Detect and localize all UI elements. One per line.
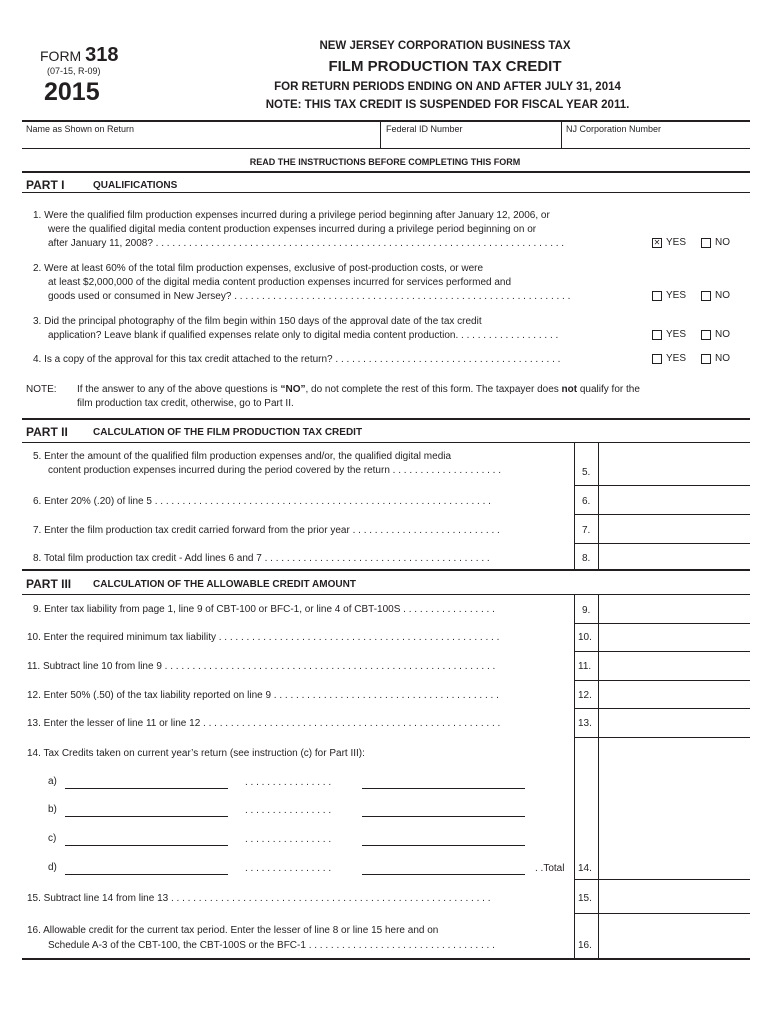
- q2-yes-option[interactable]: [652, 290, 686, 301]
- credit-c-name[interactable]: [65, 845, 228, 846]
- agency-title: NEW JERSEY CORPORATION BUSINESS TAX: [319, 40, 571, 52]
- line-16-text: Schedule A-3 of the CBT-100, the CBT-100S or the BFC-1 . . . . . . . . . . . . . . . . . . . . . . . . . . . . . . . . . .: [48, 940, 495, 951]
- suspended-note: NOTE: THIS TAX CREDIT IS SUSPENDED FOR FISCAL YEAR 2011.: [265, 99, 630, 111]
- credit-d-amount[interactable]: [362, 874, 525, 875]
- divider: [574, 442, 575, 569]
- federal-id-label: Federal ID Number: [386, 124, 463, 134]
- line-13-text: 13. Enter the lesser of line 11 or line 12 . . . . . . . . . . . . . . . . . . . . . . . . . . . . . . . . . . . . . . . . . . . . . . . . . . . . . .: [27, 718, 501, 729]
- q4-yes-checkbox[interactable]: [652, 354, 662, 364]
- note-text: [77, 383, 640, 397]
- note-part: If the answer to any of the above questions is: [77, 384, 281, 395]
- question-4-text: 4. Is a copy of the approval for this tax credit attached to the return? . . . . . . . . . . . . . . . . . . . . . . . . . . . . . . . . . . . . . . . . .: [33, 354, 561, 365]
- line-16-amount[interactable]: [599, 914, 750, 958]
- divider: [22, 192, 750, 193]
- q2-no-option[interactable]: [701, 290, 730, 301]
- periods-note: FOR RETURN PERIODS ENDING ON AND AFTER JULY 31, 2014: [274, 81, 621, 93]
- line-15-text: 15. Subtract line 14 from line 13 . . . . . . . . . . . . . . . . . . . . . . . . . . . . . . . . . . . . . . . . . . . . . . . . . . . . . . . . . .: [27, 893, 491, 904]
- line-12-amount[interactable]: [599, 681, 750, 708]
- part1-label: PART I: [26, 178, 65, 192]
- leader-dots: . . . . . . . . . . . . . . . .: [245, 805, 332, 816]
- note-text: film production tax credit, otherwise, go to Part II.: [77, 398, 294, 409]
- q3-no-option[interactable]: [701, 329, 730, 340]
- q4-no-checkbox[interactable]: [701, 354, 711, 364]
- leader-dots: . . . . . . . . . . . . . . . .: [245, 777, 332, 788]
- read-instructions: READ THE INSTRUCTIONS BEFORE COMPLETING THIS FORM: [249, 157, 521, 167]
- line-number: 5.: [582, 467, 591, 478]
- federal-id-field[interactable]: [381, 121, 561, 148]
- part2-label: PART II: [26, 425, 68, 439]
- part3-label: PART III: [26, 577, 72, 591]
- credit-d-name[interactable]: [65, 874, 228, 875]
- line-number: 8.: [582, 553, 591, 564]
- nj-corp-field[interactable]: [562, 121, 750, 148]
- leader-dots: . . . . . . . . . . . . . . . .: [245, 834, 332, 845]
- line-number: 12.: [578, 690, 592, 701]
- note-part: , do not complete the rest of this form. The taxpayer does: [305, 384, 562, 395]
- line-number: 15.: [578, 893, 592, 904]
- line-6-amount[interactable]: [599, 486, 750, 514]
- question-3-text: application? Leave blank if qualified expenses relate only to digital media content production. . . . . . . . . . . . . . . . . . .: [48, 330, 559, 341]
- yes-label: YES: [666, 329, 687, 340]
- divider: [22, 958, 750, 960]
- line-number: 13.: [578, 718, 592, 729]
- question-2-text: 2. Were at least 60% of the total film production expenses, exclusive of post-production costs, or were: [33, 263, 484, 274]
- credit-c-amount[interactable]: [362, 845, 525, 846]
- credit-a-amount[interactable]: [362, 788, 525, 789]
- nj-corp-label: NJ Corporation Number: [566, 124, 662, 134]
- line-7-text: 7. Enter the film production tax credit carried forward from the prior year . . . . . . . . . . . . . . . . . . . . . . . . . . .: [33, 525, 500, 536]
- line-number: 16.: [578, 940, 592, 951]
- line-number: 14.: [578, 863, 592, 874]
- divider: [22, 418, 750, 420]
- part2-title: CALCULATION OF THE FILM PRODUCTION TAX CREDIT: [93, 427, 363, 438]
- tax-year: 2015: [44, 78, 100, 106]
- credit-a-label: a): [48, 776, 57, 787]
- part3-title: CALCULATION OF THE ALLOWABLE CREDIT AMOUNT: [93, 579, 356, 590]
- credit-a-name[interactable]: [65, 788, 228, 789]
- line-number: 6.: [582, 496, 591, 507]
- divider: [22, 569, 750, 571]
- question-1-text: were the qualified digital media content production expenses incurred during a privilege period beginning on or: [48, 224, 537, 235]
- line-11-amount[interactable]: [599, 652, 750, 680]
- line-number: 10.: [578, 632, 592, 643]
- line-5-text: 5. Enter the amount of the qualified film production expenses and/or, the qualified digital media: [33, 451, 452, 462]
- line-9-text: 9. Enter tax liability from page 1, line 9 of CBT-100 or BFC-1, or line 4 of CBT-100S . . . . . . . . . . . . . . . . .: [33, 604, 495, 615]
- yes-label: YES: [666, 290, 687, 301]
- form-number: 318: [85, 44, 119, 66]
- form-title: FILM PRODUCTION TAX CREDIT: [328, 58, 562, 75]
- line-number: 11.: [578, 661, 592, 672]
- form-label: [40, 44, 118, 67]
- no-label: NO: [715, 290, 730, 301]
- line-5-text: content production expenses incurred during the period covered by the return . . . . . . . . . . . . . . . . . . . .: [48, 465, 502, 476]
- line-10-text: 10. Enter the required minimum tax liability . . . . . . . . . . . . . . . . . . . . . . . . . . . . . . . . . . . . . . . . . . . . . . . . . . .: [27, 632, 500, 643]
- q4-no-option[interactable]: [701, 353, 730, 364]
- question-1-text: 1. Were the qualified film production expenses incurred during a privilege period beginning after January 12, 2006, or: [33, 210, 550, 221]
- credit-b-name[interactable]: [65, 816, 228, 817]
- line-number: 9.: [582, 605, 591, 616]
- divider: [22, 171, 750, 173]
- line-9-amount[interactable]: [599, 595, 750, 623]
- name-field-label: Name as Shown on Return: [26, 124, 135, 134]
- credit-c-label: c): [48, 833, 57, 844]
- line-14-amount[interactable]: [599, 738, 750, 879]
- question-1-text: after January 11, 2008? . . . . . . . . . . . . . . . . . . . . . . . . . . . . . . . . . . . . . . . . . . . . . . . . . . . . . . . . . . . . . . . . . . . . . . . . . .: [48, 238, 565, 249]
- q2-no-checkbox[interactable]: [701, 291, 711, 301]
- q1-no-checkbox[interactable]: [701, 238, 711, 248]
- note-part: qualify for the: [577, 384, 640, 395]
- line-13-amount[interactable]: [599, 709, 750, 737]
- line-16-text: 16. Allowable credit for the current tax period. Enter the lesser of line 8 or line 15 here and on: [27, 925, 439, 936]
- name-field[interactable]: [22, 121, 380, 148]
- q3-no-checkbox[interactable]: [701, 330, 711, 340]
- q1-yes-option[interactable]: [652, 237, 686, 248]
- no-label: NO: [715, 237, 730, 248]
- line-12-text: 12. Enter 50% (.50) of the tax liability reported on line 9 . . . . . . . . . . . . . . . . . . . . . . . . . . . . . . . . . . . . . . . . .: [27, 690, 499, 701]
- question-2-text: at least $2,000,000 of the digital media content production expenses incurred for services performed and: [48, 277, 512, 288]
- q1-yes-checkbox[interactable]: ✕: [653, 237, 661, 247]
- yes-label: YES: [666, 237, 687, 248]
- form-word: FORM: [40, 48, 82, 64]
- credit-b-amount[interactable]: [362, 816, 525, 817]
- credit-b-label: b): [48, 804, 57, 815]
- note-emphasis: not: [561, 384, 578, 395]
- line-5-amount[interactable]: [599, 443, 750, 485]
- line-15-amount[interactable]: [599, 880, 750, 913]
- revision: (07-15, R-09): [47, 66, 101, 76]
- q2-yes-checkbox[interactable]: [652, 291, 662, 301]
- line-7-amount[interactable]: [599, 515, 750, 543]
- line-11-text: 11. Subtract line 10 from line 9 . . . . . . . . . . . . . . . . . . . . . . . . . . . . . . . . . . . . . . . . . . . . . . . . . . . . . . . . . . . .: [27, 661, 496, 672]
- line-8-amount[interactable]: [599, 544, 750, 569]
- question-2-text: goods used or consumed in New Jersey? . . . . . . . . . . . . . . . . . . . . . . . . . . . . . . . . . . . . . . . . . . . . . . . . . . . . . . . . . . . . .: [48, 291, 571, 302]
- note-label: NOTE:: [26, 384, 57, 395]
- part1-title: QUALIFICATIONS: [93, 180, 178, 191]
- question-3-text: 3. Did the principal photography of the film begin within 150 days of the approval date of the tax credit: [33, 316, 482, 327]
- q4-yes-option[interactable]: [652, 353, 686, 364]
- credit-d-label: d): [48, 862, 57, 873]
- line-6-text: 6. Enter 20% (.20) of line 5 . . . . . . . . . . . . . . . . . . . . . . . . . . . . . . . . . . . . . . . . . . . . . . . . . . . . . . . . . . . . .: [33, 496, 491, 507]
- no-label: NO: [715, 329, 730, 340]
- leader-dots: . . . . . . . . . . . . . . . .: [245, 863, 332, 874]
- q3-yes-option[interactable]: [652, 329, 686, 340]
- line-14-text: 14. Tax Credits taken on current year’s return (see instruction (c) for Part III):: [27, 748, 365, 759]
- no-label: NO: [715, 353, 730, 364]
- line-8-text: 8. Total film production tax credit - Add lines 6 and 7 . . . . . . . . . . . . . . . . . . . . . . . . . . . . . . . . . . . . . . . . .: [33, 553, 490, 564]
- line-number: 7.: [582, 525, 591, 536]
- note-emphasis: “NO”: [280, 384, 306, 395]
- divider: [574, 594, 575, 959]
- q3-yes-checkbox[interactable]: [652, 330, 662, 340]
- line-10-amount[interactable]: [599, 624, 750, 651]
- yes-label: YES: [666, 353, 687, 364]
- q1-no-option[interactable]: [701, 237, 730, 248]
- divider: [22, 148, 750, 149]
- total-label: . .Total: [535, 863, 565, 874]
